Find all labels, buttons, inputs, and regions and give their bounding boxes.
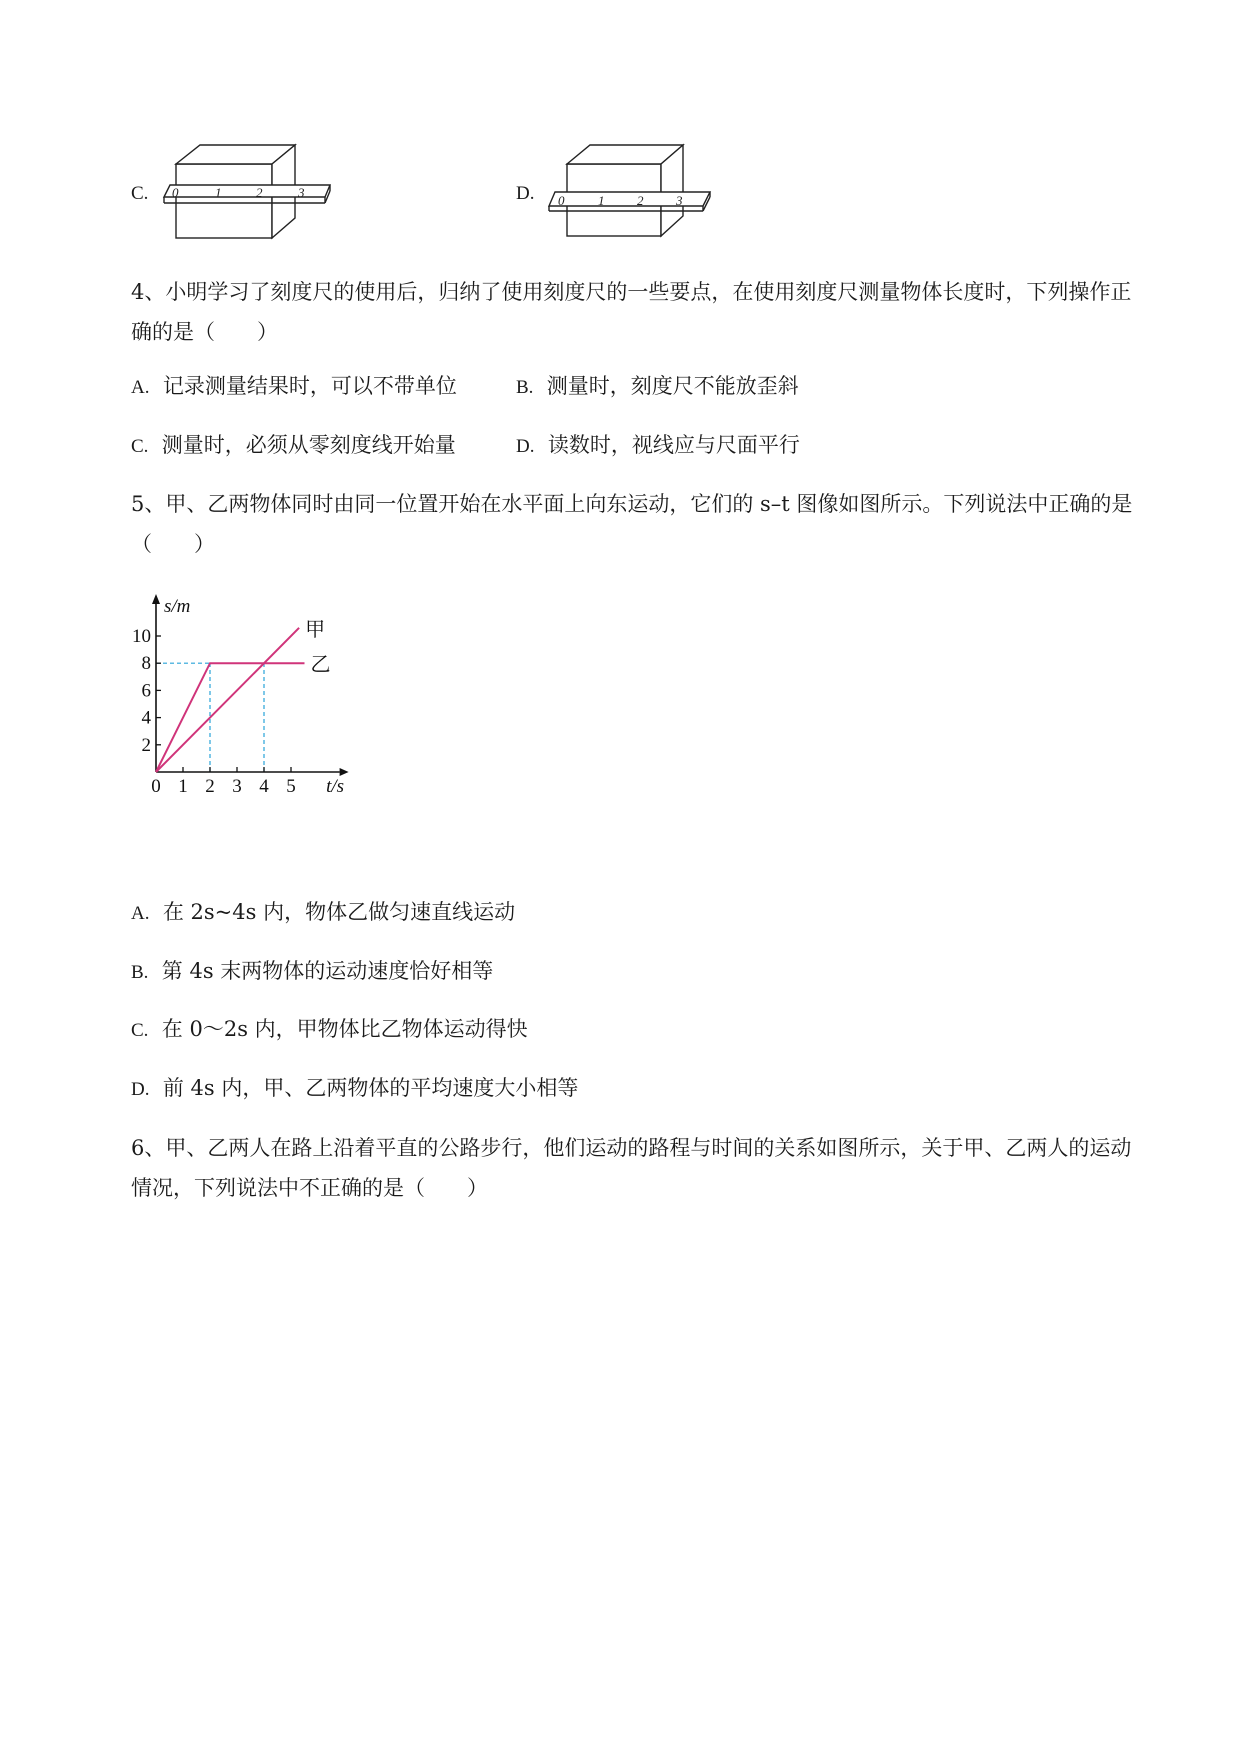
option-text: 第 4s 末两物体的运动速度恰好相等 xyxy=(161,959,494,983)
y-tick-label: 6 xyxy=(141,680,151,702)
option-text: 在 2s~4s 内，物体乙做匀速直线运动 xyxy=(162,900,516,924)
series-line xyxy=(156,663,305,772)
y-tick-label: 8 xyxy=(141,653,151,675)
y-tick-label: 4 xyxy=(141,707,151,729)
q4-option-b xyxy=(516,372,799,402)
option-label: D. xyxy=(516,436,535,457)
q5-option-a xyxy=(131,898,515,928)
ruler-mark: 3 xyxy=(676,193,683,208)
option-label: D. xyxy=(131,1079,150,1100)
option-label: A. xyxy=(131,377,150,398)
figure-option-c-block-ruler xyxy=(160,140,340,245)
ruler-mark: 2 xyxy=(637,193,644,208)
x-axis-arrow xyxy=(340,768,349,776)
q5-option-b xyxy=(131,957,493,987)
option-text: 读数时，视线应与尺面平行 xyxy=(547,433,800,457)
y-axis-label: s/m xyxy=(164,596,191,617)
x-tick-label: 1 xyxy=(178,776,188,797)
q5-option-c xyxy=(131,1015,528,1045)
option-label: C. xyxy=(131,436,149,457)
series-label: 甲 xyxy=(305,618,326,641)
x-axis-label: t/s xyxy=(326,776,345,797)
question-6-stem: 6、甲、乙两人在路上沿着平直的公路步行，他们运动的路程与时间的关系如图所示，关于甲、乙两人的运动情况，下列说法中不正确的是（ ） xyxy=(131,1136,1132,1200)
figure-option-c-label: C. xyxy=(131,183,149,204)
question-5-stem: 5、甲、乙两物体同时由同一位置开始在水平面上向东运动，它们的 s–t 图像如图所示。下列说法中正确的是（ ） xyxy=(131,492,1133,556)
ruler-mark: 1 xyxy=(215,185,222,200)
ruler-mark: 0 xyxy=(172,185,179,200)
x-tick-label: 5 xyxy=(286,776,296,797)
q4-option-d xyxy=(516,431,800,461)
x-tick-label: 3 xyxy=(232,776,242,797)
option-label: B. xyxy=(516,377,534,398)
y-tick-label: 10 xyxy=(132,626,151,647)
option-label: B. xyxy=(131,962,149,983)
s-t-graph xyxy=(125,588,365,808)
option-text: 在 0～2s 内，甲物体比乙物体运动得快 xyxy=(161,1017,528,1041)
q4-option-a xyxy=(131,372,457,402)
x-tick-label: 0 xyxy=(151,776,161,797)
figure-option-d-label: D. xyxy=(516,183,535,204)
ruler-mark: 0 xyxy=(558,193,565,208)
option-text: 测量时，必须从零刻度线开始量 xyxy=(161,433,456,457)
option-text: 前 4s 内，甲、乙两物体的平均速度大小相等 xyxy=(162,1076,579,1100)
ruler-mark: 1 xyxy=(598,193,605,208)
ruler-mark: 2 xyxy=(256,185,263,200)
series-line xyxy=(156,628,299,772)
option-label: A. xyxy=(131,903,150,924)
option-label: C. xyxy=(131,1020,149,1041)
ruler-mark: 3 xyxy=(298,185,305,200)
q5-option-d xyxy=(131,1074,578,1104)
x-tick-label: 2 xyxy=(205,776,215,797)
question-4-stem: 4、小明学习了刻度尺的使用后，归纳了使用刻度尺的一些要点，在使用刻度尺测量物体长度时，下列操作正确的是（ ） xyxy=(131,280,1132,344)
option-text: 记录测量结果时，可以不带单位 xyxy=(162,374,457,398)
q4-option-c xyxy=(131,431,456,461)
option-text: 测量时，刻度尺不能放歪斜 xyxy=(546,374,799,398)
y-tick-label: 2 xyxy=(141,734,151,756)
series-label: 乙 xyxy=(310,654,331,677)
y-axis-arrow xyxy=(152,594,160,604)
figure-option-d-block-ruler xyxy=(545,140,725,245)
x-tick-label: 4 xyxy=(259,776,269,797)
